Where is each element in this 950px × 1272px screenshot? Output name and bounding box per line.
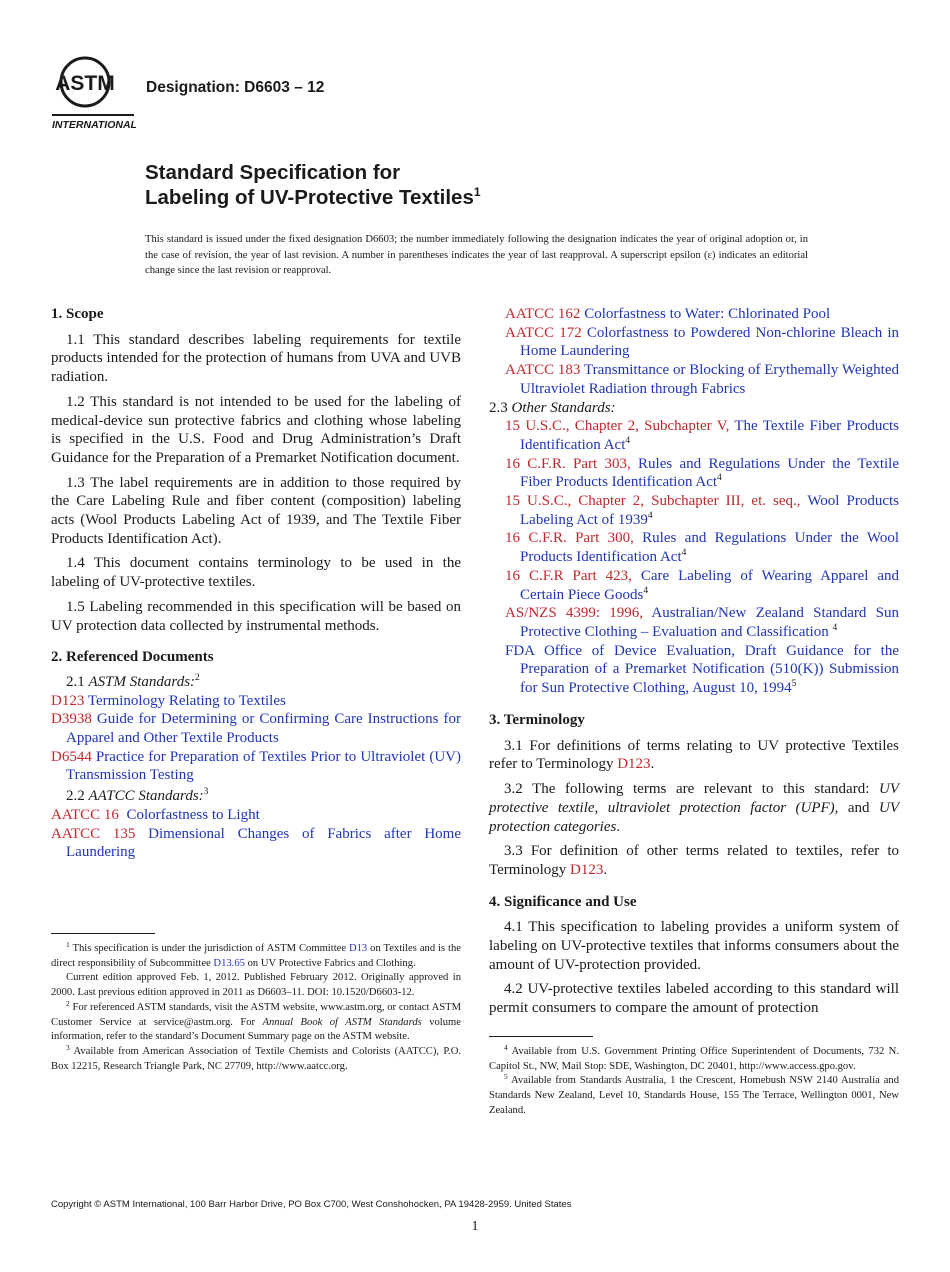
fn3-text: Available from American Association of Textile Chemists and Colorists (AATCC), P.O. Box 12215, Research Triangle Park, NC 27709, http://www.aatcc.org.	[51, 1045, 461, 1072]
astm-standards-label	[51, 673, 461, 692]
ref-footnote: 4	[647, 510, 653, 521]
term-p3-text: 3.3 For definition of other terms related to textiles, refer to Terminology	[489, 843, 899, 878]
ref-item-d6544[interactable]	[51, 748, 461, 785]
fn4-text: Available from U.S. Government Printing Office Superintendent of Documents, 732 N. Capitol St., NW, Mail Stop: SDE, Washington, DC 20401, http://www.access.gpo.gov.	[489, 1046, 899, 1072]
ref-code[interactable]: AATCC 16	[51, 806, 119, 823]
ref-item-cfr-303[interactable]	[505, 455, 899, 492]
footnote-2	[51, 998, 462, 1045]
ref-code[interactable]: AATCC 135	[51, 825, 136, 842]
ref-item-fda-guidance[interactable]	[505, 642, 899, 698]
ref-title[interactable]: Colorfastness to Water: Chlorinated Pool	[584, 306, 831, 322]
astm-label-sup: 2	[195, 672, 200, 683]
right-column-refs	[489, 305, 900, 698]
fn5-sup: 5	[504, 1072, 508, 1082]
fn4-sup: 4	[504, 1043, 508, 1052]
ref-item-asnzs-4399[interactable]	[505, 604, 899, 641]
significance-para-2: 4.2 UV-protective textiles labeled according to this standard will permit consumers to compare the amount of protection	[489, 981, 899, 1017]
footnote-edition: Current edition approved Feb. 1, 2012. Published February 2012. Originally approved in 2000. Last previous edition approved in 2011 as D6603–11. DOI: 10.1520/D6603-12.	[51, 972, 461, 999]
copyright-notice: Copyright © ASTM International, 100 Barr Harbor Drive, PO Box C700, West Conshohocken, PA 19428-2959. United States	[51, 1199, 572, 1210]
ref-code[interactable]: 16 C.F.R Part 423,	[505, 567, 632, 584]
ref-code[interactable]: AS/NZS 4399: 1996,	[505, 605, 644, 622]
scope-para-2: 1.2 This standard is not intended to be used for the labeling of medical-device sun protective fabrics and clothing whose labeling is specified in the U.S. Food and Drug Administration’s Draft Guidance for the Preparation of a Premarket Notification document.	[51, 393, 461, 466]
footnote-4	[489, 1045, 899, 1074]
ref-footnote: 4	[681, 548, 687, 559]
scope-para-1: 1.1 This standard describes labeling requirements for textile products intended for the protection of humans from UVA and UVB radiation.	[51, 331, 461, 386]
terminology-heading: 3. Terminology	[489, 712, 585, 728]
ref-title[interactable]: The Textile Fiber Products Identification Act	[520, 418, 899, 453]
term-p1-text: 3.1 For definitions of terms relating to UV protective Textiles refer to Terminology	[489, 737, 899, 773]
subcommittee-link[interactable]: D13.65	[213, 957, 245, 969]
ref-code[interactable]: D3938	[51, 711, 92, 728]
fn1-text-c: on UV Protective Fabrics and Clothing.	[244, 957, 416, 969]
right-footnotes	[489, 1036, 899, 1119]
term-p1-end: .	[650, 756, 655, 773]
other-label-text: Other Standards:	[511, 399, 616, 416]
scope-para-4: 1.4 This document contains terminology to be used in the labeling of UV-protective textiles.	[51, 555, 461, 591]
ref-title[interactable]: Wool Products Labeling Act of 1939	[520, 493, 900, 528]
page-number: 1	[471, 1219, 479, 1234]
title-line-2-text: Labeling of UV-Protective Textiles	[145, 186, 474, 209]
ref-item-cfr-423[interactable]	[505, 567, 899, 604]
footnote-rule	[51, 933, 155, 934]
ref-code[interactable]: AATCC 183	[505, 362, 581, 379]
significance-para-1: 4.1 This specification to labeling provides a uniform system of labeling on UV-protective textiles that informs consumers about the amount of UV-protection provided.	[489, 919, 899, 973]
ref-code[interactable]: FDA Office of Device Evaluation,	[505, 642, 735, 659]
ref-title[interactable]: Practice for Preparation of Textiles Prior to Ultraviolet (UV) Transmission Testing	[66, 748, 461, 784]
ref-item-aatcc162[interactable]	[505, 305, 899, 324]
fn2-sup: 2	[66, 998, 70, 1008]
ref-title[interactable]: Rules and Regulations Under the Textile Fiber Products Identification Act	[520, 455, 899, 491]
other-standards-label	[489, 399, 899, 418]
aatcc-label-num: 2.2	[66, 788, 89, 805]
ref-code[interactable]: D123	[51, 692, 85, 709]
term-p2-b: UV protective textile, ultraviolet protection factor (UPF),	[489, 781, 899, 816]
term-p2-c: and	[838, 799, 879, 816]
ref-item-aatcc183[interactable]	[505, 361, 899, 398]
ref-item-cfr-300[interactable]	[505, 529, 899, 566]
ref-code[interactable]: AATCC 162	[505, 306, 581, 322]
astm-label-num: 2.1	[66, 673, 89, 690]
terminology-para-3	[489, 842, 899, 879]
page-title	[145, 160, 481, 210]
aatcc-label-sup: 3	[203, 787, 209, 798]
term-p2-a: 3.2 The following terms are relevant to this standard:	[504, 781, 879, 798]
fn1-text-a: This specification is under the jurisdiction of ASTM Committee	[72, 943, 349, 954]
logo-text: ASTM	[55, 72, 115, 95]
ref-item-aatcc172[interactable]	[505, 324, 899, 361]
fn2-italic: Annual Book of ASTM Standards	[262, 1016, 422, 1028]
right-column-sections	[489, 711, 899, 1018]
ref-item-d3938[interactable]	[51, 710, 461, 747]
astm-logo-graphic	[52, 56, 136, 132]
left-footnotes	[51, 933, 461, 1074]
scope-para-5: 1.5 Labeling recommended in this specification will be based on UV protection data collected by instrumental methods.	[51, 598, 461, 634]
footnote-5	[489, 1074, 899, 1118]
title-footnote-ref: 1	[473, 185, 481, 199]
fn2-text-a: For referenced ASTM standards, visit the ASTM website, www.astm.org, or contact ASTM Customer Service at service@astm.org. For	[51, 1001, 462, 1028]
title-line-1: Standard Specification for	[145, 161, 401, 184]
fn1-sup: 1	[66, 940, 70, 949]
term-p2-e: .	[616, 818, 621, 835]
terminology-para-2	[489, 780, 899, 836]
logo-subtext: INTERNATIONAL	[52, 119, 136, 131]
designation: Designation: D6603 – 12	[146, 79, 325, 96]
ref-item-d123[interactable]	[51, 692, 461, 711]
refs-heading: 2. Referenced Documents	[51, 649, 214, 666]
significance-heading: 4. Significance and Use	[489, 893, 637, 910]
ref-title[interactable]: Rules and Regulations Under the Wool Products Identification Act	[520, 530, 899, 566]
left-column	[51, 305, 461, 862]
terminology-para-1	[489, 737, 899, 774]
footnote-1	[51, 942, 461, 971]
ref-code[interactable]: 16 C.F.R. Part 303,	[505, 455, 631, 472]
ref-item-aatcc16[interactable]	[51, 806, 461, 825]
aatcc-standards-label	[51, 787, 461, 806]
ref-title[interactable]: Care Labeling of Wearing Apparel and Certain Piece Goods	[520, 567, 900, 603]
ref-code[interactable]: 16 C.F.R. Part 300,	[505, 530, 634, 547]
term-p1-link[interactable]: D123	[617, 756, 651, 773]
scope-para-3: 1.3 The label requirements are in addition to those required by the Care Labeling Rule and fiber content (composition) labeling acts (Wool Products Labeling Act of 1939, and The Textile Fiber Products Identification Act).	[51, 474, 461, 547]
ref-footnote: 4	[717, 473, 722, 484]
ref-title[interactable]: Colorfastness to Light	[126, 806, 260, 823]
ref-footnote: 4	[832, 622, 838, 633]
footnote-3	[51, 1042, 461, 1074]
ref-code[interactable]: 15 U.S.C., Chapter 2, Subchapter V,	[505, 418, 730, 435]
term-p2-d: UV protection categories	[489, 799, 899, 835]
ref-footnote: 4	[643, 585, 649, 596]
footnote-rule	[489, 1036, 593, 1037]
ref-title[interactable]: Terminology Relating to Textiles	[87, 692, 286, 709]
ref-title[interactable]: Transmittance or Blocking of Erythemally Weighted Ultraviolet Radiation through Fabrics	[520, 362, 899, 397]
ref-title[interactable]: Australian/New Zealand Standard Sun Protective Clothing – Evaluation and Classification	[520, 605, 899, 640]
ref-title[interactable]: Dimensional Changes of Fabrics after Home Laundering	[66, 825, 461, 861]
ref-title[interactable]: Guide for Determining or Confirming Care Instructions for Apparel and Other Textile Products	[66, 711, 461, 747]
term-p3-end: .	[603, 861, 608, 878]
other-label-num: 2.3	[489, 399, 512, 416]
astm-logo	[52, 56, 136, 132]
ref-footnote: 5	[791, 679, 797, 690]
aatcc-label-text: AATCC Standards:	[88, 788, 204, 805]
fn5-text: Available from Standards Australia, 1 the Crescent, Homebush NSW 2140 Australia and Standards New Zealand, Level 10, Standards House, 155 The Terrace, Wellington 0001, New Zealand.	[489, 1075, 899, 1116]
ref-title[interactable]: Draft Guidance for the Preparation of a Premarket Notification (510(K)) Submission for Sun Protective Clothing, August 10, 1994	[520, 642, 900, 697]
title-line-2	[145, 185, 481, 210]
issuance-notice: This standard is issued under the fixed designation D6603; the number immediately following the designation indicates the year of original adoption or, in the case of revision, the year of last revision. A number in parentheses indicates the year of last reapproval. A superscript epsilon (ε) indicates an editorial change since the last revision or reapproval.	[145, 234, 808, 276]
fn1-text-b: on Textiles and is the direct responsibility of Subcommittee	[51, 943, 461, 969]
astm-label-text: ASTM Standards:	[88, 673, 196, 690]
ref-code[interactable]: D6544	[51, 748, 92, 765]
ref-code[interactable]: AATCC 172	[505, 324, 582, 341]
fn2-text-b: volume information, refer to the standard’s Document Summary page on the ASTM website.	[51, 1016, 461, 1043]
committee-link[interactable]: D13	[348, 943, 368, 954]
term-p3-link[interactable]: D123	[570, 861, 604, 878]
ref-item-textile-fiber-act[interactable]	[505, 417, 899, 454]
ref-footnote: 4	[625, 435, 631, 446]
scope-heading: 1. Scope	[51, 306, 104, 322]
ref-code[interactable]: 15 U.S.C., Chapter 2, Subchapter III, et. seq.,	[505, 493, 801, 510]
ref-title[interactable]: Colorfastness to Powdered Non-chlorine Bleach in Home Laundering	[520, 324, 899, 360]
ref-item-wool-act[interactable]	[505, 492, 899, 529]
ref-item-aatcc135[interactable]	[51, 825, 461, 862]
fn3-sup: 3	[66, 1042, 70, 1052]
